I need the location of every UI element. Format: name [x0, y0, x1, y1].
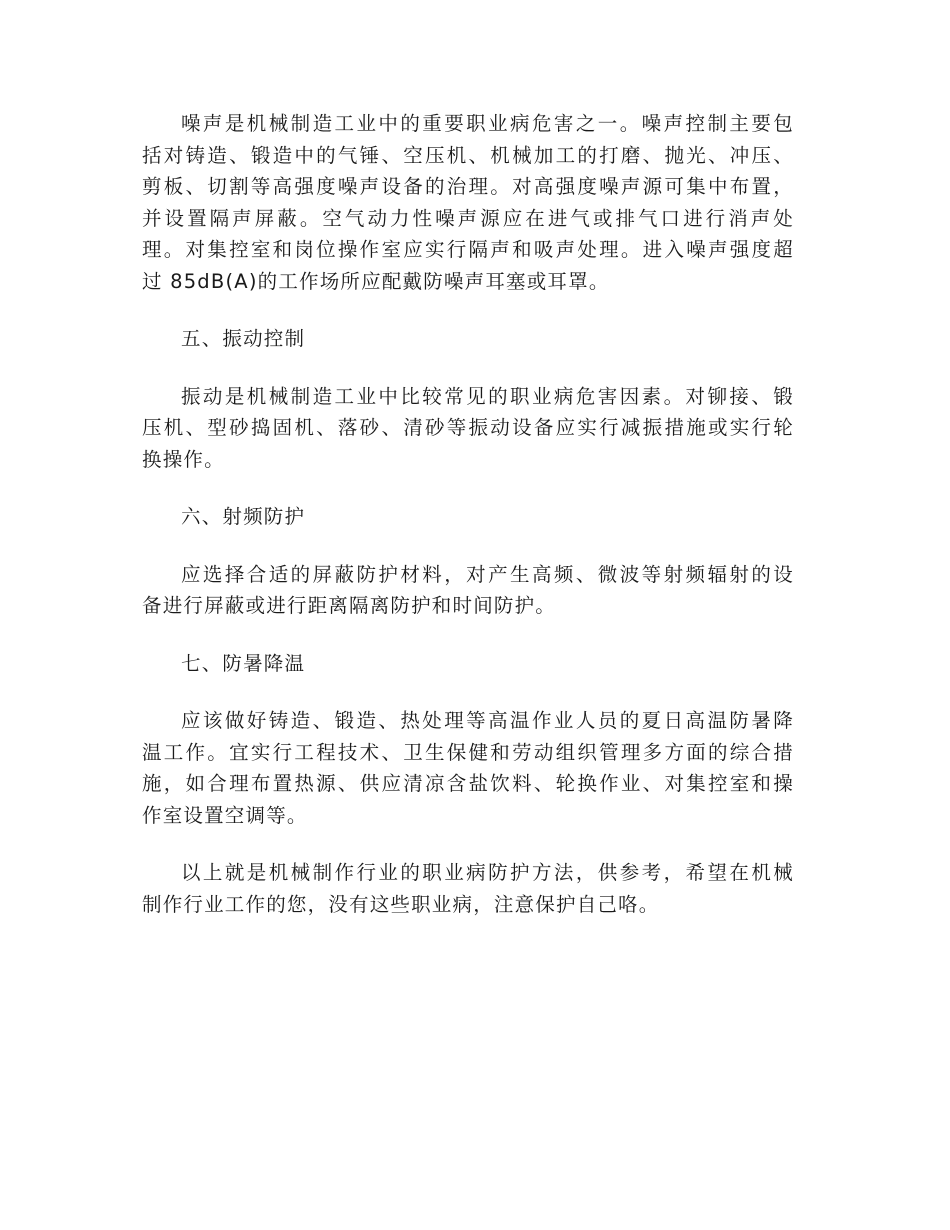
text-line: 应选择合适的屏蔽防护材料，对产生高频、微波等射频辐射的设 [181, 562, 794, 586]
text-line: 压机、型砂捣固机、落砂、清砂等振动设备应实行减振措施或实行轮 [142, 416, 794, 439]
text-line: 剪板、切割等高强度噪声设备的治理。对高强度噪声源可集中布置， [142, 175, 794, 198]
text-line: 并设置隔声屏蔽。空气动力性噪声源应在进气或排气口进行消声处 [142, 206, 794, 230]
paragraph-rf-protection [142, 559, 794, 622]
text-line: 施，如合理布置热源、供应清凉含盐饮料、轮换作业、对集控室和操 [142, 772, 794, 795]
document-page [142, 108, 794, 946]
text-line: 噪声是机械制造工业中的重要职业病危害之一。噪声控制主要包 [181, 112, 794, 135]
text-line: 制作行业工作的您，没有这些职业病，注意保护自己咯。 [142, 892, 660, 916]
text-line: 理。对集控室和岗位操作室应实行隔声和吸声处理。进入噪声强度超 [142, 238, 794, 261]
text-line: 括对铸造、锻造中的气锤、空压机、机械加工的打磨、抛光、冲压、 [142, 143, 794, 167]
paragraph-vibration-control [142, 381, 794, 476]
text-line: 过 85dB(A)的工作场所应配戴防噪声耳塞或耳罩。 [142, 269, 610, 293]
text-line: 以上就是机械制作行业的职业病防护方法，供参考，希望在机械 [181, 861, 794, 884]
section-heading-rf-protection: 六、射频防护 [181, 505, 306, 528]
text-line: 换操作。 [142, 447, 225, 471]
paragraph-conclusion [142, 857, 794, 920]
section-heading-vibration: 五、振动控制 [181, 327, 306, 350]
paragraph-noise-control [142, 108, 794, 297]
text-line: 振动是机械制造工业中比较常见的职业病危害因素。对铆接、锻 [181, 384, 794, 408]
paragraph-heat-prevention [142, 705, 794, 831]
text-line: 温工作。宜实行工程技术、卫生保健和劳动组织管理多方面的综合措 [142, 740, 794, 764]
text-line: 备进行屏蔽或进行距离隔离防护和时间防护。 [142, 594, 557, 617]
text-line: 作室设置空调等。 [142, 803, 308, 827]
section-heading-heat-prevention: 七、防暑降温 [181, 651, 306, 675]
text-line: 应该做好铸造、锻造、热处理等高温作业人员的夏日高温防暑降 [181, 709, 794, 732]
